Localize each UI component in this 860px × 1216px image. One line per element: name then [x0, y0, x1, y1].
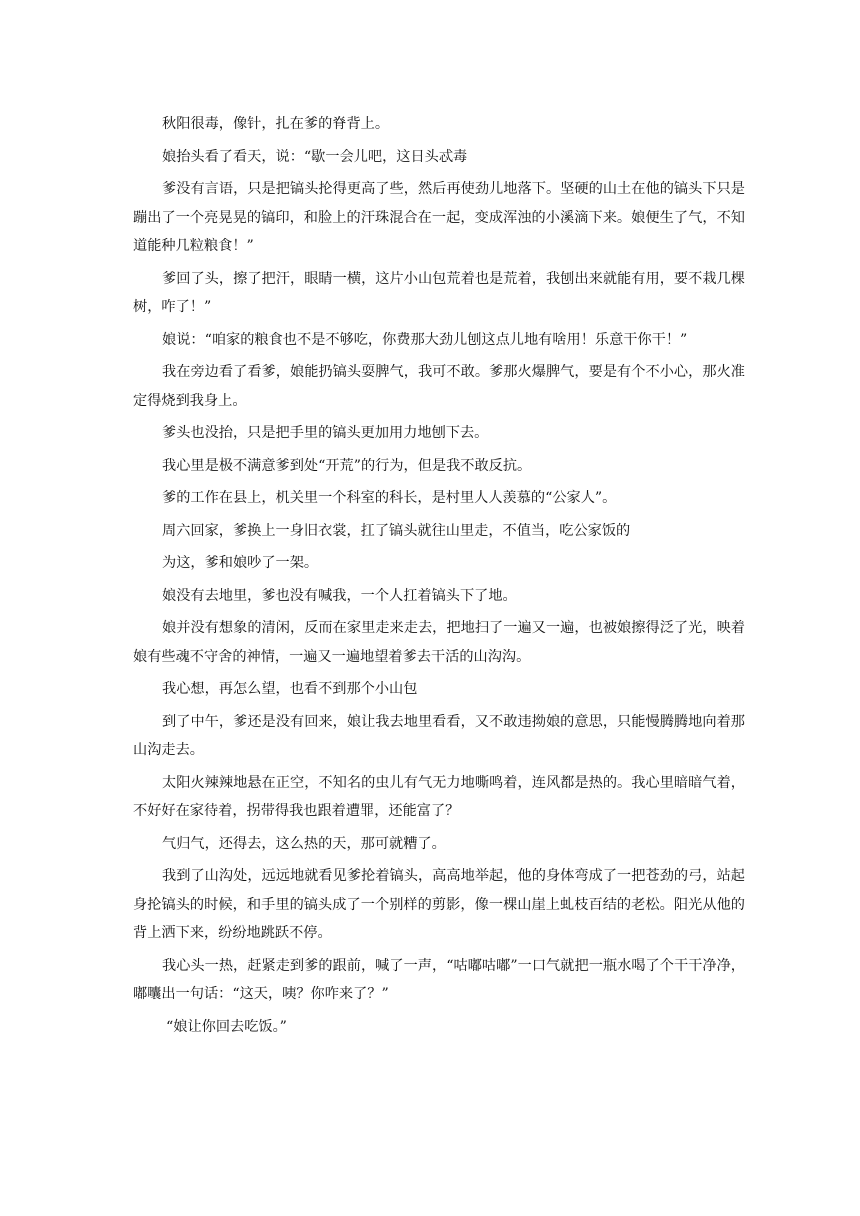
paragraph: “娘让你回去吃饭。”: [166, 1018, 287, 1035]
paragraph: 我心头一热，赶紧走到爹的跟前，喊了一声，“咕嘟咕嘟”一口气就把一瓶水喝了个干干净净，嘟囔出一句话：“这天，咦？你咋来了？”: [133, 957, 745, 1002]
paragraph: 气归气，还得去，这么热的天，那可就糟了。: [162, 835, 446, 852]
paragraph: 我心想，再怎么望，也看不到那个小山包: [162, 681, 418, 697]
paragraph: 爹回了头，擦了把汗，眼睛一横，这片小山包荒着也是荒着，我刨出来就能有用，要不栽几棵树，咋了！”: [133, 270, 745, 315]
document-body: [133, 110, 745, 1041]
paragraph: 我到了山沟处，远远地就看见爹抡着镐头，高高地举起，他的身体弯成了一把苍劲的弓，站起身抡镐头的时候，和手里的镐头成了一个别样的剪影，像一棵山崖上虬枝百结的老松。阳光从他的背上洒下来，纷纷地跳跃不停。: [133, 868, 745, 941]
paragraph: 爹的工作在县上，机关里一个科室的科长，是村里人人羡慕的“公家人”。: [162, 490, 617, 506]
paragraph: 周六回家，爹换上一身旧衣裳，扛了镐头就往山里走，不值当，吃公家饭的: [162, 522, 631, 539]
paragraph: 娘并没有想象的清闲，反而在家里走来走去，把地扫了一遍又一遍，也被娘擦得泛了光，映着娘有些魂不守舍的神情，一遍又一遍地望着爹去干活的山沟沟。: [133, 620, 745, 665]
paragraph: 为这，爹和娘吵了一架。: [162, 555, 319, 571]
paragraph: 娘抬头看了看天，说：“歇一会儿吧，这日头忒毒: [162, 148, 468, 165]
paragraph: 我在旁边看了看爹，娘能扔镐头耍脾气，我可不敢。爹那火爆脾气，要是有个不小心，那火准定得烧到我身上。: [133, 364, 745, 409]
paragraph: 到了中午，爹还是没有回来，娘让我去地里看看，又不敢违拗娘的意思，只能慢腾腾地向着那山沟走去。: [133, 713, 745, 758]
paragraph: 爹没有言语，只是把镐头抡得更高了些，然后再使劲儿地落下。坚硬的山土在他的镐头下只是蹦出了一个亮晃晃的镐印，和脸上的汗珠混合在一起，变成浑浊的小溪滴下来。娘便生了气，不知道能种几粒粮食！”: [133, 181, 745, 254]
paragraph: 我心里是极不满意爹到处“开荒”的行为，但是我不敢反抗。: [162, 457, 532, 474]
paragraph: 娘没有去地里，爹也没有喊我，一个人扛着镐头下了地。: [162, 587, 517, 604]
paragraph: 娘说：“咱家的粮食也不是不够吃，你费那大劲儿刨这点儿地有啥用！乐意干你干！”: [162, 331, 688, 348]
paragraph: 爹头也没抬，只是把手里的镐头更加用力地刨下去。: [162, 425, 489, 441]
paragraph: 太阳火辣辣地悬在正空，不知名的虫儿有气无力地嘶鸣着，连风都是热的。我心里暗暗气着，不好好在家待着，拐带得我也跟着遭罪，还能富了？: [133, 774, 745, 819]
paragraph: 秋阳很毒，像针，扎在爹的脊背上。: [162, 116, 390, 132]
